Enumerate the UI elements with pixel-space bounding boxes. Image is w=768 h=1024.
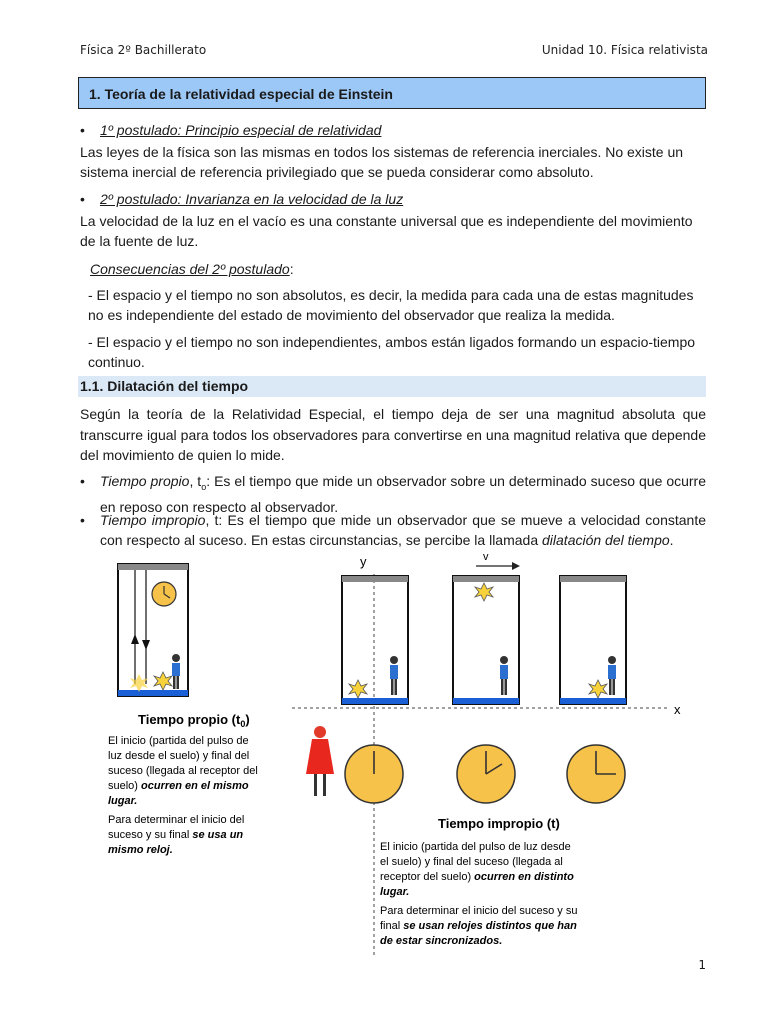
consequences-title: Consecuencias del 2º postulado <box>90 261 290 277</box>
time-dilation-figure <box>98 552 688 956</box>
section-1-1-heading: 1.1. Dilatación del tiempo <box>78 376 706 397</box>
consequence-2-text: - El espacio y el tiempo no son independientes, ambos están ligados formando un espacio-tiempo continuo. <box>88 334 696 370</box>
improper-time-title: Tiempo impropio (t) <box>438 816 560 831</box>
tiempo-propio-subscript: o <box>201 481 207 492</box>
svg-text:suceso (llegada al receptor de: suceso (llegada al receptor del <box>108 765 258 777</box>
svg-text:Para determinar el inicio del: Para determinar el inicio del suceso y su <box>380 905 578 917</box>
tiempo-propio-text: : Es el tiempo que mide un observador sobre un determinado suceso que ocurre en reposo con respecto al observador. <box>100 473 706 515</box>
tiempo-propio-term: Tiempo propio <box>100 473 190 489</box>
svg-text:mismo reloj.: mismo reloj. <box>108 844 173 856</box>
consequences-heading <box>90 260 690 280</box>
header-unit: Unidad 10. Física relativista <box>541 43 708 57</box>
consequence-2 <box>88 333 706 372</box>
postulate-1-title: 1º postulado: Principio especial de relatividad <box>100 122 382 138</box>
section-1-heading: 1. Teoría de la relatividad especial de Einstein <box>78 77 706 109</box>
postulate-1-bullet <box>80 121 381 140</box>
svg-text:receptor del suelo) ocurren en: receptor del suelo) ocurren en distinto <box>380 871 574 883</box>
ground-observer <box>306 726 334 796</box>
moving-box-1 <box>342 576 408 704</box>
moving-box-2 <box>453 576 519 704</box>
tiempo-impropio-text: : Es el tiempo que mide un observador que se mueve a velocidad constante con respecto al suceso. En estas circunstancias, se percibe la llamada <box>100 512 707 548</box>
consequences-colon: : <box>289 261 294 277</box>
x-axis-label: x <box>674 702 681 717</box>
clock-3 <box>567 745 625 803</box>
svg-text:Para determinar el inicio del: Para determinar el inicio del <box>108 814 245 826</box>
tiempo-propio-symbol: , t <box>189 473 202 489</box>
tiempo-impropio-end: . <box>669 532 674 548</box>
svg-text:lugar.: lugar. <box>380 886 410 898</box>
clock-2 <box>457 745 515 803</box>
svg-text:de estar sincronizados.: de estar sincronizados. <box>380 935 503 947</box>
bullet-dot: • <box>80 473 85 489</box>
bullet-dot: • <box>80 512 85 528</box>
header-course: Física 2º Bachillerato <box>80 43 207 57</box>
clock-1 <box>345 745 403 803</box>
improper-time-caption <box>380 841 577 947</box>
dilatacion-term: dilatación del tiempo <box>542 532 670 548</box>
velocity-label: v <box>483 552 489 563</box>
section-1-1-intro: Según la teoría de la Relatividad Especial, el tiempo deja de ser una magnitud absoluta que transcurre igual para todos los observadores para convertirse en una magnitud relativa que depende del movimiento de quien lo mide. <box>80 406 706 463</box>
consequence-1-text: - El espacio y el tiempo no son absolutos, es decir, la medida para cada una de estas magnitudes no es independiente del estado de movimiento del observador que realiza la medida. <box>88 287 694 323</box>
svg-text:el suelo) y final del suceso (: el suelo) y final del suceso (llegada al <box>380 856 563 868</box>
proper-time-caption <box>108 735 258 856</box>
postulate-2-bullet <box>80 190 403 209</box>
postulate-1-text: Las leyes de la física son las mismas en todos los sistemas de referencia inerciales. No existe un sistema inercial de referencia privilegiado que se pueda considerar como absoluto. <box>80 144 684 180</box>
y-axis-label: y <box>360 554 367 569</box>
svg-text:suelo) ocurren en el mismo: suelo) ocurren en el mismo <box>108 780 249 792</box>
bullet-dot: • <box>80 191 85 207</box>
tiempo-impropio-symbol: , t <box>205 512 219 528</box>
bullet-dot: • <box>80 122 85 138</box>
proper-time-clock-box <box>118 564 188 696</box>
svg-text:lugar.: lugar. <box>108 795 138 807</box>
svg-text:El inicio (partida del pulso d: El inicio (partida del pulso de luz desde <box>380 841 571 853</box>
tiempo-impropio-bullet <box>80 510 706 550</box>
postulate-2-title: 2º postulado: Invarianza en la velocidad de la luz <box>100 191 404 207</box>
svg-text:El inicio (partida del pulso d: El inicio (partida del pulso de <box>108 735 249 747</box>
svg-text:suceso y su final se usa un: suceso y su final se usa un <box>108 829 244 841</box>
moving-box-3 <box>560 576 626 704</box>
tiempo-impropio-term: Tiempo impropio <box>100 512 206 528</box>
consequence-1 <box>88 286 706 325</box>
page-number: 1 <box>698 958 706 972</box>
svg-text:luz desde el suelo) y final de: luz desde el suelo) y final del <box>108 750 250 762</box>
proper-time-title: Tiempo propio $(t_0)$ <box>138 712 250 729</box>
postulate-2-text: La velocidad de la luz en el vacío es una constante universal que es independiente del movimiento de la fuente de luz. <box>80 213 693 249</box>
svg-text:final se usan relojes distinto: final se usan relojes distintos que han <box>380 920 577 932</box>
